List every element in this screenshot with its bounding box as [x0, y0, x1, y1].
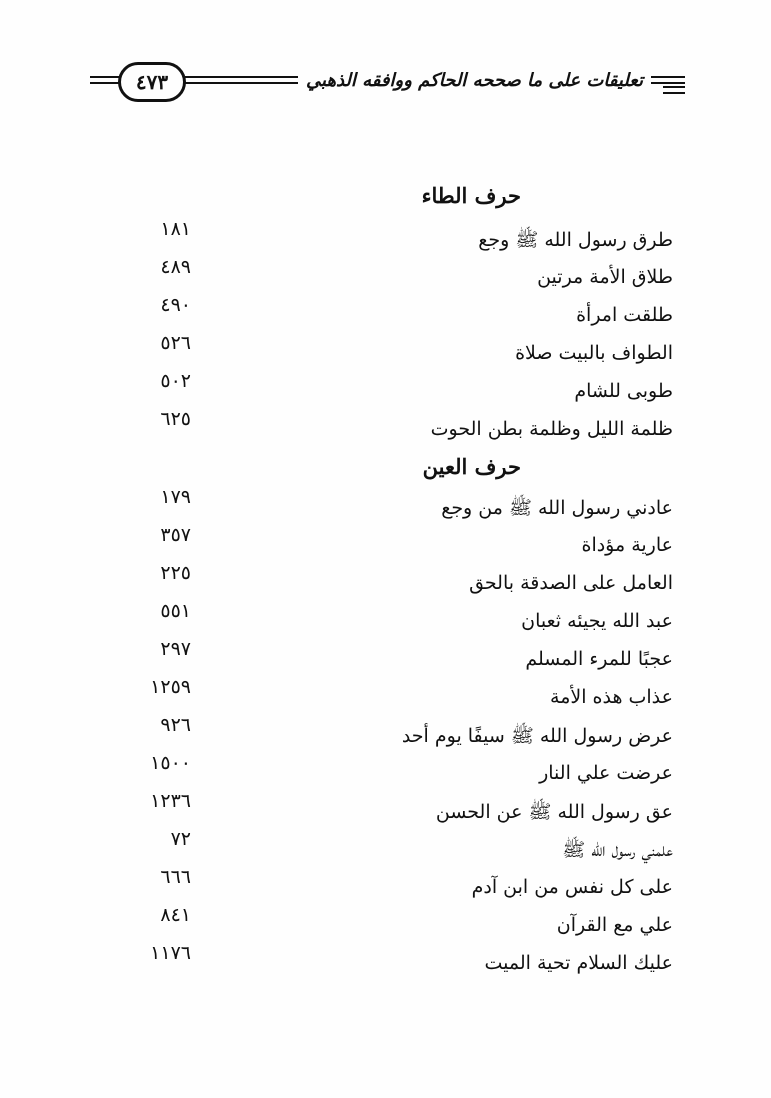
entry-text: طوبى للشام — [574, 380, 673, 402]
index-entry — [0, 866, 771, 910]
entry-page: ٢٢٥ — [160, 562, 191, 584]
entry-text: ظلمة الليل وظلمة بطن الحوت — [430, 418, 673, 440]
heading-ain: حرف العين — [422, 454, 521, 479]
entry-text: العامل على الصدقة بالحق — [469, 572, 673, 594]
index-entry — [0, 638, 771, 682]
index-entry — [0, 256, 771, 300]
page-header — [90, 58, 685, 104]
entry-page: ٢٩٧ — [160, 638, 191, 660]
entry-text: عق رسول الله ﷺ عن الحسن — [435, 801, 673, 823]
index-entry — [0, 218, 771, 262]
index-entry — [0, 714, 771, 758]
entry-text: عادني رسول الله ﷺ من وجع — [441, 497, 673, 519]
entry-page: ٥٠٢ — [160, 370, 191, 392]
index-entry — [0, 332, 771, 376]
entry-text: الطواف بالبيت صلاة — [515, 342, 673, 364]
entry-text: عرض رسول الله ﷺ سيفًا يوم أحد — [401, 725, 673, 747]
heading-ta: حرف الطاء — [421, 183, 521, 208]
entry-page: ٨٤١ — [160, 904, 191, 926]
entry-text: عارية مؤداة — [581, 534, 673, 556]
entry-page: ٤٩٠ — [160, 294, 191, 316]
header-rule-end — [663, 86, 685, 94]
entry-text: علمني رسول الله ﷺ — [562, 839, 673, 861]
entry-text: عجبًا للمرء المسلم — [525, 648, 673, 670]
entry-page: ١١٧٦ — [150, 942, 191, 964]
index-entry — [0, 676, 771, 720]
entry-page: ٦٦٦ — [160, 866, 191, 888]
index-entry — [0, 828, 771, 872]
index-entry — [0, 562, 771, 606]
entry-text: عرضت علي النار — [539, 762, 673, 784]
entry-text: عبد الله يجيئه ثعبان — [521, 610, 673, 632]
entry-text: عذاب هذه الأمة — [550, 686, 673, 708]
entry-text: عليك السلام تحية الميت — [484, 952, 673, 974]
entry-page: ٥٥١ — [160, 600, 191, 622]
page-number-badge — [118, 62, 186, 102]
entry-page: ١٧٩ — [160, 486, 191, 508]
index-entry — [0, 904, 771, 948]
index-entry — [0, 408, 771, 452]
index-entry — [0, 524, 771, 568]
index-entry — [0, 790, 771, 834]
entry-text: علي مع القرآن — [556, 914, 673, 936]
index-entry — [0, 370, 771, 414]
index-entry — [0, 486, 771, 530]
entry-page: ١٢٣٦ — [150, 790, 191, 812]
entry-page: ١٥٠٠ — [150, 752, 191, 774]
entry-page: ٤٨٩ — [160, 256, 191, 278]
entry-page: ٧٢ — [170, 828, 191, 850]
page-number: ٤٧٣ — [135, 70, 169, 94]
entry-text: طلقت امرأة — [576, 304, 673, 326]
entry-page: ٩٢٦ — [160, 714, 191, 736]
index-entry — [0, 600, 771, 644]
entry-page: ٥٢٦ — [160, 332, 191, 354]
entry-text: على كل نفس من ابن آدم — [471, 876, 673, 898]
index-entry — [0, 294, 771, 338]
entry-text: طرق رسول الله ﷺ وجع — [478, 229, 673, 251]
entry-page: ١٢٥٩ — [150, 676, 191, 698]
entry-page: ١٨١ — [160, 218, 191, 240]
index-entry — [0, 942, 771, 986]
entry-page: ٦٢٥ — [160, 408, 191, 430]
entry-text: طلاق الأمة مرتين — [537, 266, 673, 288]
entry-page: ٣٥٧ — [160, 524, 191, 546]
index-entry — [0, 752, 771, 796]
running-title: تعليقات على ما صححه الحاكم ووافقه الذهبي — [298, 70, 651, 91]
